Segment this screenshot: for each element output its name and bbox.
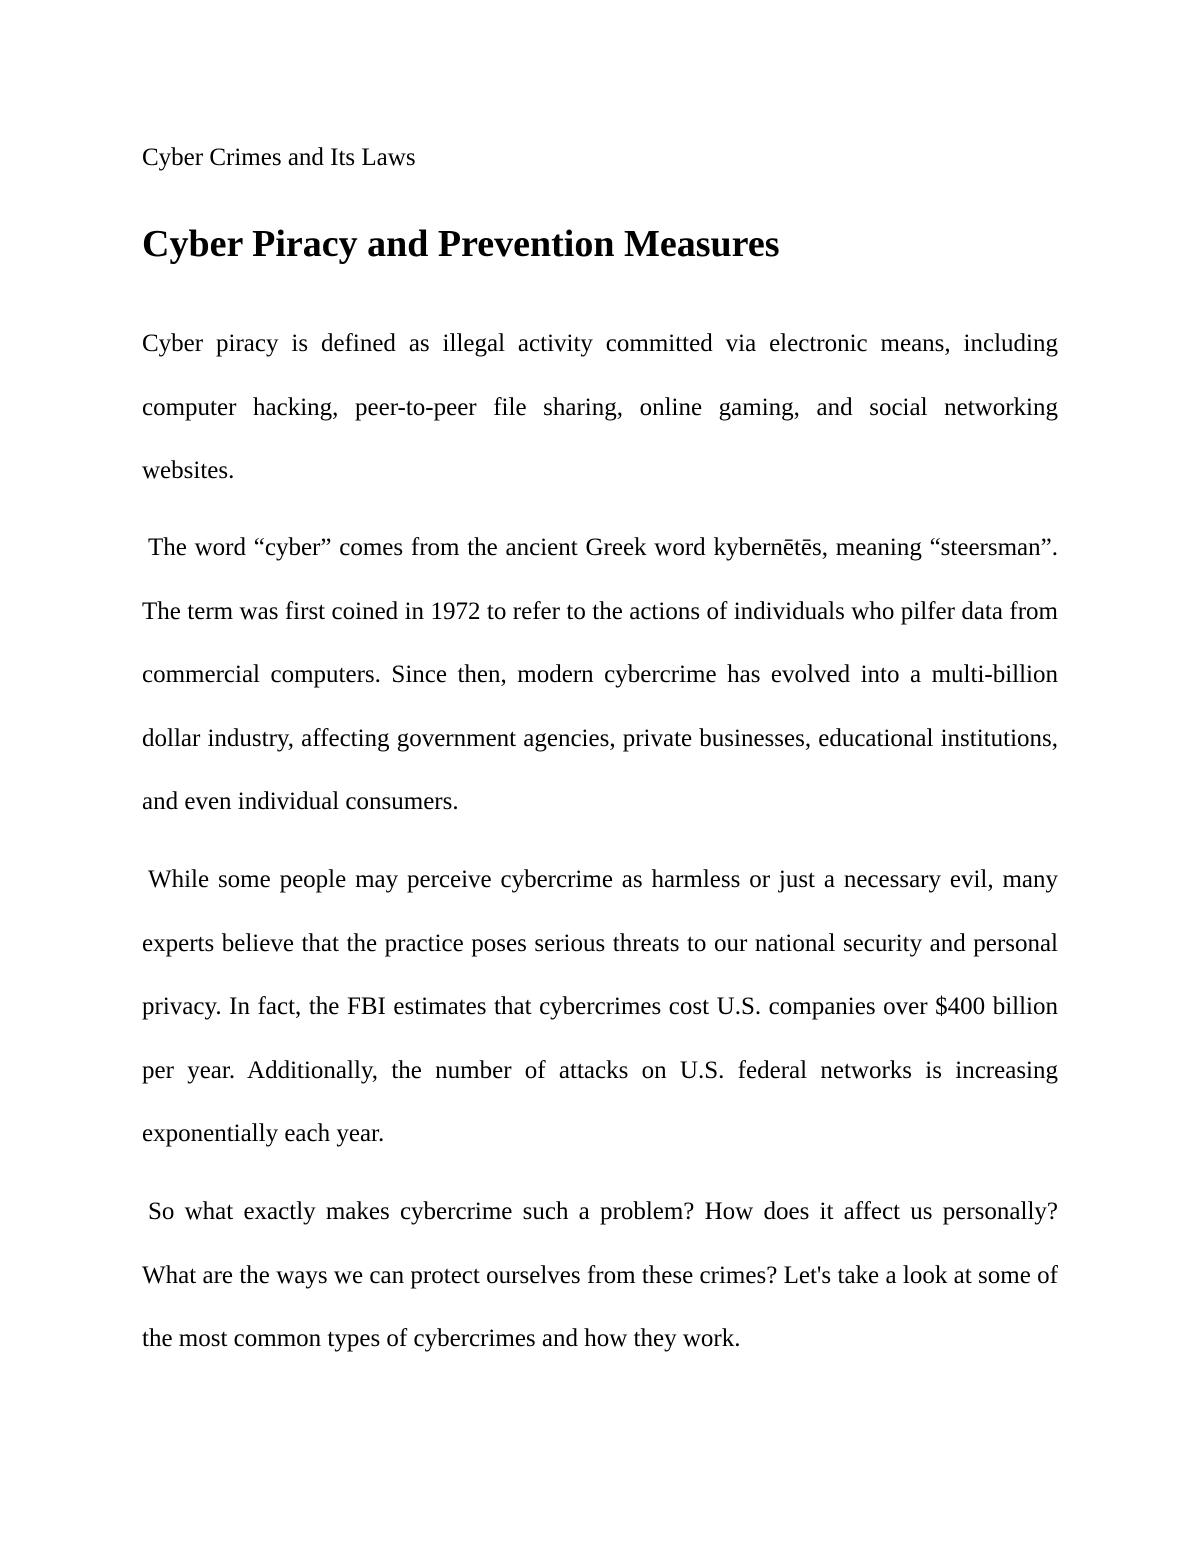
paragraph-questions: So what exactly makes cybercrime such a problem? How does it affect us personally? What are the ways we can protect ourselves from these crimes? Let's take a look at some of the most common types of cybercrimes and how they work.: [142, 1198, 1058, 1352]
paragraph-origin: The word “cyber” comes from the ancient Greek word kybernētēs, meaning “steersman”. The term was first coined in 1972 to refer to the actions of individuals who pilfer data from commercial computers. Since then, modern cybercrime has evolved into a multi-billion dollar industry, affecting government agencies, private businesses, educational institutions, and even individual consumers.: [142, 534, 1058, 815]
document-header: Cyber Crimes and Its Laws: [142, 144, 416, 171]
document-title: Cyber Piracy and Prevention Measures: [142, 223, 780, 265]
paragraph-definition: Cyber piracy is defined as illegal activity committed via electronic means, including computer hacking, peer-to-peer file sharing, online gaming, and social networking websites.: [142, 330, 1058, 484]
paragraph-threats: While some people may perceive cybercrime as harmless or just a necessary evil, many experts believe that the practice poses serious threats to our national security and personal privacy. In fact, the FBI estimates that cybercrimes cost U.S. companies over $400 billion per year. Additionally, the number of attacks on U.S. federal networks is increasing exponentially each year.: [142, 866, 1058, 1147]
